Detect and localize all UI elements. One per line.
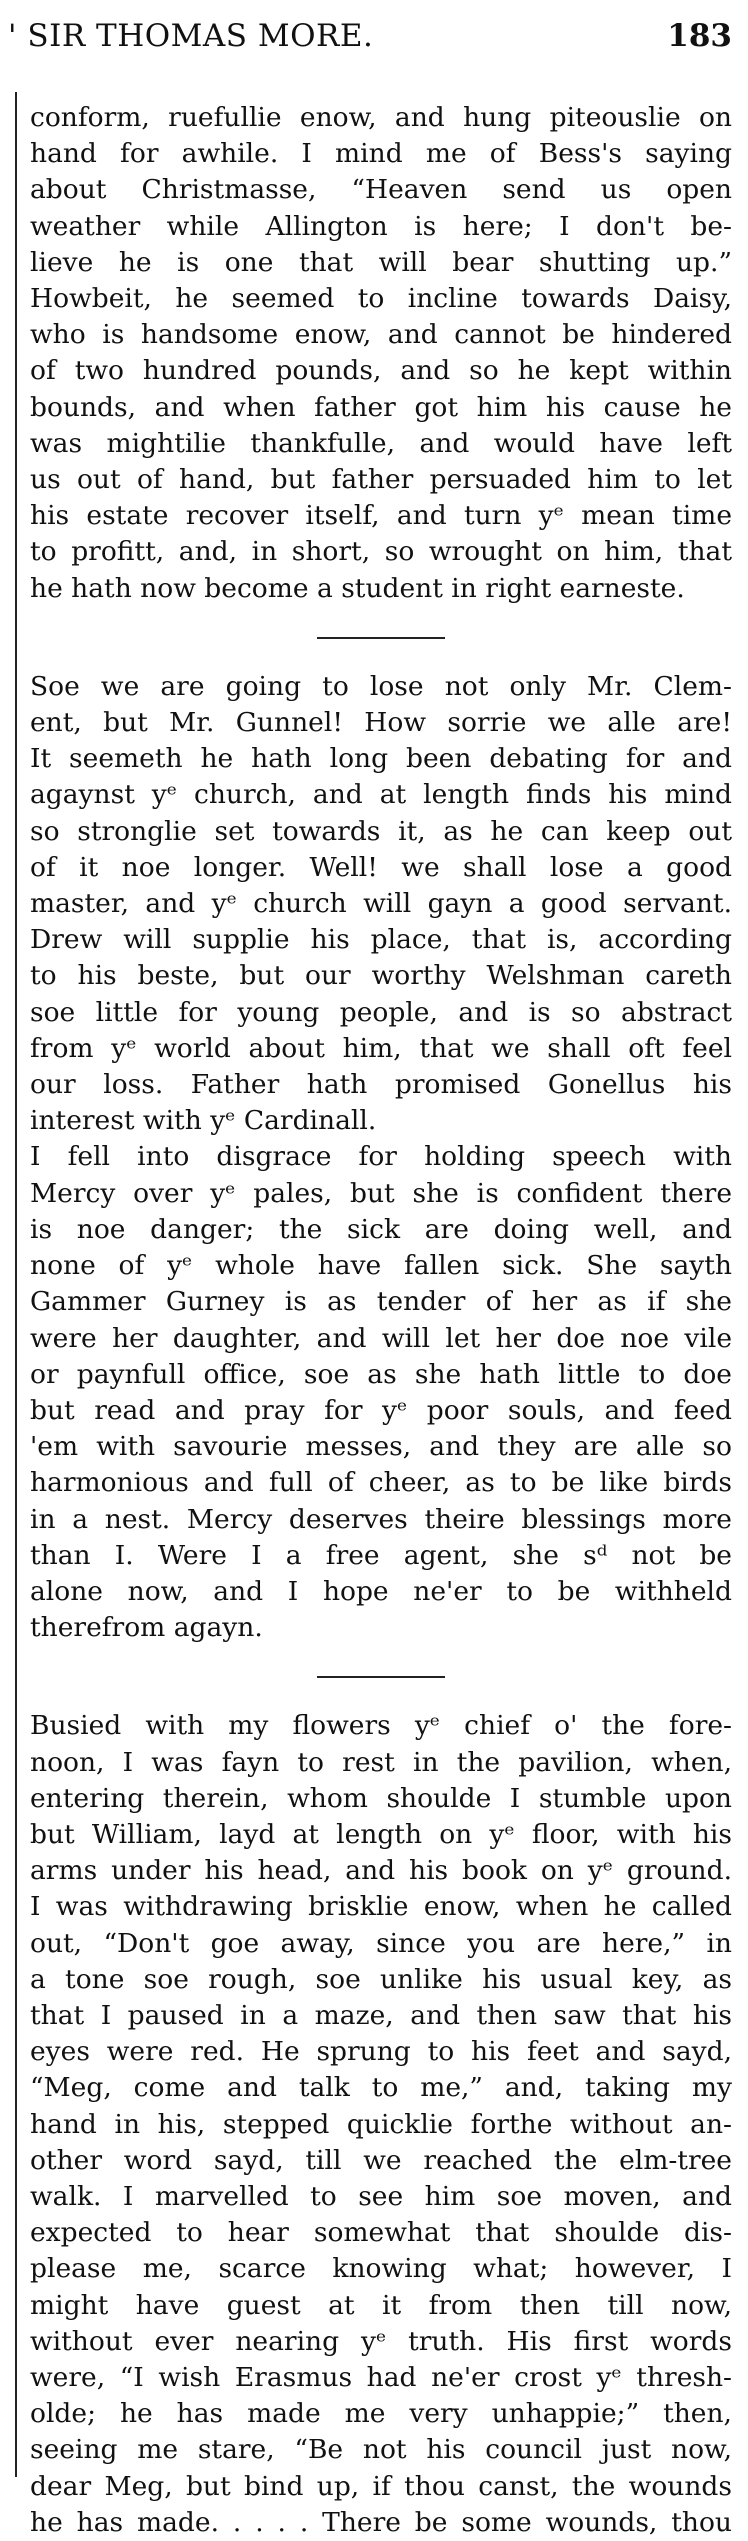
text-line: to his beste, but our worthy Welshman careth	[30, 960, 732, 992]
text-line: or paynfull office, soe as she hath little to doe	[30, 1358, 732, 1390]
text-line: to profitt, and, in short, so wrought on him, that	[30, 536, 732, 568]
running-title: ' SIR THOMAS MORE.	[8, 18, 374, 54]
text-line: Drew will supplie his place, that is, according	[30, 924, 732, 956]
text-line: master, and yᵉ church will gayn a good servant.	[30, 888, 732, 920]
text-line: were her daughter, and will let her doe noe vile	[30, 1322, 732, 1354]
text-line: olde; he has made me very unhappie;” then,	[30, 2398, 732, 2430]
text-line: is noe danger; the sick are doing well, and	[30, 1213, 732, 1245]
text-line: ent, but Mr. Gunnel! How sorrie we alle are!	[30, 707, 732, 739]
text-line: might have guest at it from then till now,	[30, 2289, 732, 2321]
text-line: he hath now become a student in right earneste.	[30, 572, 685, 604]
text-line: conform, ruefullie enow, and hung piteouslie on	[30, 102, 732, 133]
text-line: Busied with my flowers yᵉ chief o' the fore-	[30, 1710, 732, 1742]
text-line: 'em with savourie messes, and they are alle so	[30, 1431, 732, 1463]
section-divider	[317, 1676, 445, 1678]
paragraph	[30, 1139, 732, 1646]
text-line: none of yᵉ whole have fallen sick. She sayth	[30, 1250, 732, 1282]
text-line: his estate recover itself, and turn yᵉ mean time	[30, 500, 732, 532]
text-body	[30, 100, 732, 2541]
text-line: so stronglie set towards it, as he can keep out	[30, 815, 732, 847]
text-line: other word sayd, till we reached the elm-tree	[30, 2144, 732, 2176]
text-line: Gammer Gurney is as tender of her as if she	[30, 1286, 732, 1318]
text-line: please me, scarce knowing what; however, I	[30, 2253, 732, 2285]
text-line: our loss. Father hath promised Gonellus his	[30, 1069, 732, 1101]
text-line: bounds, and when father got him his cause he	[30, 391, 732, 423]
text-line: It seemeth he hath long been debating for and	[30, 743, 732, 775]
text-line: of two hundred pounds, and so he kept within	[30, 355, 732, 387]
section-1	[30, 100, 732, 607]
text-line: arms under his head, and his book on yᵉ ground.	[30, 1855, 732, 1887]
text-line: walk. I marvelled to see him soe moven, and	[30, 2180, 732, 2212]
text-line: therefrom agayn.	[30, 1612, 263, 1644]
text-line: than I. Were I a free agent, she sᵈ not be	[30, 1539, 732, 1571]
text-line: hand for awhile. I mind me of Bess's saying	[30, 138, 732, 170]
text-line: in a nest. Mercy deserves theire blessings more	[30, 1503, 732, 1535]
text-line: weather while Allington is here; I don't be-	[30, 210, 732, 242]
text-line: a tone soe rough, soe unlike his usual key, as	[30, 1963, 732, 1995]
section-divider	[317, 637, 445, 639]
text-line: expected to hear somewhat that shoulde dis-	[30, 2217, 732, 2249]
text-line: harmonious and full of cheer, as to be like birds	[30, 1467, 732, 1499]
text-line: alone now, and I hope ne'er to be withheld	[30, 1575, 732, 1607]
text-line: I fell into disgrace for holding speech with	[30, 1141, 732, 1173]
text-line: seeing me stare, “Be not his council just now,	[30, 2434, 732, 2466]
text-line: who is handsome enow, and cannot be hindered	[30, 319, 732, 351]
page-header	[8, 14, 732, 58]
text-line: entering therein, whom shoulde I stumble upon	[30, 1782, 732, 1814]
page-number: 183	[667, 18, 732, 54]
text-line: eyes were red. He sprung to his feet and sayd,	[30, 2036, 732, 2068]
text-line: of it noe longer. Well! we shall lose a good	[30, 851, 732, 883]
text-line: noon, I was fayn to rest in the pavilion, when,	[30, 1746, 732, 1778]
margin-rule	[15, 92, 17, 2477]
text-line: was mightilie thankfulle, and would have left	[30, 427, 732, 459]
text-line: agaynst yᵉ church, and at length finds his mind	[30, 779, 732, 811]
text-line: soe little for young people, and is so abstract	[30, 996, 732, 1028]
text-line: dear Meg, but bind up, if thou canst, the wounds	[30, 2470, 732, 2502]
text-line: that I paused in a maze, and then saw that his	[30, 1999, 732, 2031]
text-line: I was withdrawing brisklie enow, when he called	[30, 1891, 732, 1923]
text-line: about Christmasse, “Heaven send us open	[30, 174, 732, 206]
text-line: he has made. . . . . There be some wounds, thou	[30, 2506, 732, 2538]
text-line: out, “Don't goe away, since you are here,” in	[30, 1927, 732, 1959]
text-line: Soe we are going to lose not only Mr. Clem-	[30, 670, 732, 702]
section-3	[30, 1708, 732, 2541]
text-line: but read and pray for yᵉ poor souls, and feed	[30, 1394, 732, 1426]
text-line: “Meg, come and talk to me,” and, taking my	[30, 2072, 732, 2104]
text-line: Mercy over yᵉ pales, but she is confident there	[30, 1177, 732, 1209]
text-line: hand in his, stepped quicklie forthe without an-	[30, 2108, 732, 2140]
text-line: interest with yᵉ Cardinall.	[30, 1105, 377, 1137]
text-line: but William, layd at length on yᵉ floor, with his	[30, 1818, 732, 1850]
text-line: us out of hand, but father persuaded him to let	[30, 464, 732, 496]
text-line: from yᵉ world about him, that we shall oft feel	[30, 1032, 732, 1064]
text-line: were, “I wish Erasmus had ne'er crost yᵉ thresh-	[30, 2361, 732, 2393]
text-line: without ever nearing yᵉ truth. His first words	[30, 2325, 732, 2357]
text-line: lieve he is one that will bear shutting up.”	[30, 246, 732, 278]
paragraph	[30, 669, 732, 1140]
text-line: Howbeit, he seemed to incline towards Daisy,	[30, 283, 732, 315]
section-2	[30, 669, 732, 1646]
